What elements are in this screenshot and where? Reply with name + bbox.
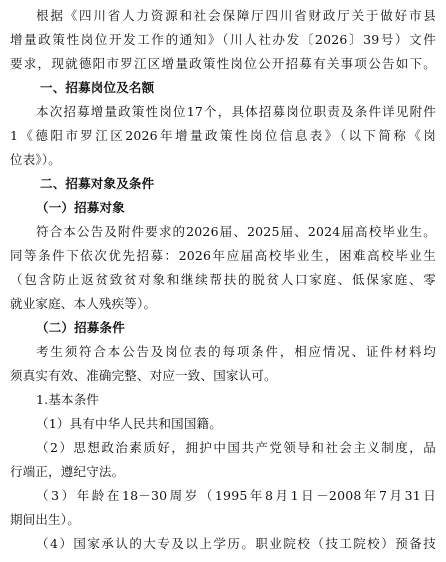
list-item: （1）具有中华人民共和国国籍。 <box>36 416 222 431</box>
paragraph-line: 符合本公告及附件要求的2026届、2025届、2024届高校毕业生。 <box>36 224 436 239</box>
paragraph-line: 根据《四川省人力资源和社会保障厅四川省财政厅关于做好市县 <box>36 8 436 23</box>
subsection-heading-conditions: （二）招募条件 <box>36 320 125 335</box>
list-item-continuation: 期间出生）。 <box>10 512 80 527</box>
paragraph-line: 考生须符合本公告及岗位表的每项条件，相应情况、证件材料均 <box>36 344 436 359</box>
subsection-heading-targets: （一）招募对象 <box>36 200 125 215</box>
section-heading-1: 一、招募岗位及名额 <box>40 80 155 95</box>
list-item-continuation: 行端正，遵纪守法。 <box>10 464 125 479</box>
paragraph-line: 本次招募增量政策性岗位17个，具体招募岗位职责及条件详见附件 <box>36 104 436 119</box>
paragraph-line: 同等条件下依次优先招募：2026年应届高校毕业生，困难高校毕业生 <box>10 248 436 263</box>
list-item: （2）思想政治素质好，拥护中国共产党领导和社会主义制度，品 <box>36 440 436 455</box>
list-item: （3）年龄在18－30周岁（1995年8月1日－2008年7月31日 <box>36 488 436 503</box>
paragraph-line: 1《德阳市罗江区2026年增量政策性岗位信息表》（以下简称《岗 <box>10 128 436 143</box>
paragraph-line: 要求，现就德阳市罗江区增量政策性岗位公开招募有关事项公告如下。 <box>10 56 436 71</box>
paragraph-line: 增量政策性岗位开发工作的通知》（川人社办发〔2026〕39号）文件 <box>10 32 436 47</box>
paragraph-line: （包含防止返贫致贫对象和继续帮扶的脱贫人口家庭、低保家庭、零 <box>10 272 436 287</box>
list-heading-basic-conditions: 1.基本条件 <box>36 392 100 407</box>
list-item: （4）国家承认的大专及以上学历。职业院校（技工院校）预备技 <box>36 536 436 551</box>
section-heading-2: 二、招募对象及条件 <box>40 176 155 191</box>
paragraph-line: 须真实有效、准确完整、对应一致、国家认可。 <box>10 368 277 383</box>
paragraph-line: 就业家庭、本人残疾等）。 <box>10 296 157 311</box>
paragraph-line: 位表》）。 <box>10 152 62 167</box>
